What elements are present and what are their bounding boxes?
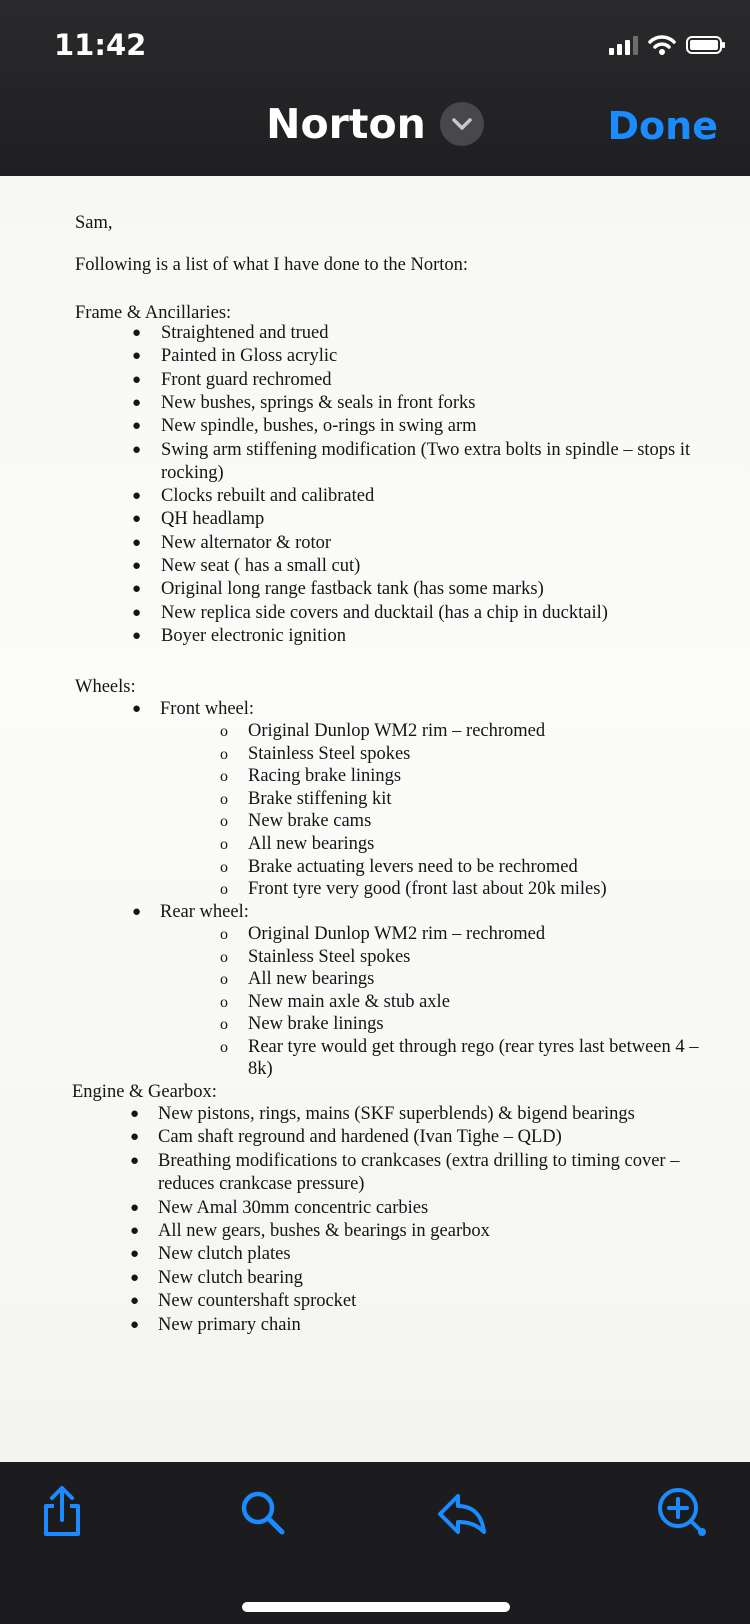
status-time: 11:42 [54, 28, 147, 62]
bullet-icon: ● [132, 558, 142, 574]
bullet-icon: ● [132, 371, 142, 388]
list-item: Original Dunlop WM2 rim – rechromed [248, 721, 546, 741]
search-icon[interactable] [234, 1484, 290, 1540]
list-item: Swing arm stiffening modification (Two extra bolts in spindle – stops it [161, 439, 691, 460]
bullet-icon: ● [132, 904, 142, 920]
front-wheel-label: Front wheel: [160, 699, 255, 719]
sub-bullet-icon: o [220, 1038, 228, 1056]
list-item: Straightened and trued [161, 323, 329, 343]
list-item: All new gears, bushes & bearings in gearbox [158, 1221, 490, 1241]
intro-line: Following is a list of what I have done to the Norton: [75, 255, 469, 275]
list-item: New brake linings [248, 1014, 384, 1034]
list-item: New alternator & rotor [161, 532, 332, 553]
list-item: New bushes, springs & seals in front forks [161, 392, 476, 413]
list-item: Painted in Gloss acrylic [161, 346, 338, 367]
bullet-icon: ● [130, 1316, 140, 1333]
battery-icon [686, 36, 722, 54]
done-button[interactable]: Done [607, 104, 718, 148]
list-item: Rear tyre would get through rego (rear tyres last between 4 – [248, 1036, 699, 1057]
sub-bullet-icon: o [220, 926, 228, 943]
section-heading-engine: Engine & Gearbox: [72, 1082, 217, 1102]
list-item: All new bearings [248, 834, 375, 854]
document-title: Norton [266, 100, 426, 148]
sub-bullet-icon: o [220, 768, 228, 786]
list-item: New seat ( has a small cut) [161, 556, 361, 576]
rear-wheel-label: Rear wheel: [160, 902, 249, 922]
chevron-down-icon[interactable] [440, 102, 484, 146]
list-item: Clocks rebuilt and calibrated [161, 486, 375, 507]
list-item: Boyer electronic ignition [161, 625, 346, 646]
list-item: New primary chain [158, 1314, 301, 1335]
list-item: New brake cams [248, 811, 372, 832]
bullet-icon: ● [132, 627, 142, 644]
bullet-icon: ● [132, 394, 142, 411]
list-item: Original long range fastback tank (has some marks) [161, 579, 544, 600]
bullet-icon: ● [132, 701, 142, 717]
list-item: New clutch bearing [158, 1267, 303, 1288]
list-item: Cam shaft reground and hardened (Ivan Tighe – QLD) [158, 1127, 562, 1148]
bullet-icon: ● [130, 1293, 140, 1310]
bullet-icon: ● [132, 488, 142, 505]
wifi-icon [648, 34, 676, 56]
list-item: New main axle & stub axle [248, 991, 450, 1012]
list-item: Original Dunlop WM2 rim – rechromed [248, 924, 546, 944]
bullet-icon: ● [132, 604, 142, 621]
list-item: Brake actuating levers need to be rechromed [248, 856, 578, 877]
bullet-icon: ● [130, 1199, 140, 1216]
list-item: Racing brake linings [248, 766, 402, 787]
bullet-icon: ● [130, 1129, 140, 1146]
sub-bullet-icon: o [220, 813, 228, 831]
greeting: Sam, [75, 213, 113, 233]
document-page [0, 176, 750, 1462]
list-item: New clutch plates [158, 1244, 291, 1265]
bullet-icon: ● [132, 511, 142, 528]
list-item: New pistons, rings, mains (SKF superblends) & bigend bearings [158, 1104, 635, 1124]
sub-bullet-icon: o [220, 858, 228, 876]
top-navigation-bar [0, 0, 750, 176]
list-item: 8k) [248, 1059, 273, 1079]
list-item: New replica side covers and ducktail (has a chip in ducktail) [161, 602, 608, 623]
list-item: Front guard rechromed [161, 369, 332, 390]
list-item: New countershaft sprocket [158, 1291, 357, 1312]
bullet-icon: ● [132, 348, 142, 365]
status-icons [609, 32, 722, 58]
section-heading-wheels: Wheels: [75, 677, 136, 697]
document-title-menu[interactable] [266, 100, 484, 148]
sub-bullet-icon: o [220, 790, 228, 808]
sub-bullet-icon: o [220, 881, 228, 899]
sub-bullet-icon: o [220, 836, 228, 853]
list-item: QH headlamp [161, 509, 265, 530]
bullet-icon: ● [132, 441, 142, 458]
sub-bullet-icon: o [220, 948, 228, 966]
list-item: reduces crankcase pressure) [158, 1174, 365, 1195]
list-item: Front tyre very good (front last about 20k miles) [248, 879, 607, 900]
list-item: New Amal 30mm concentric carbies [158, 1197, 429, 1218]
sub-bullet-icon: o [220, 1016, 228, 1033]
markup-icon[interactable] [434, 1484, 490, 1540]
sub-bullet-icon: o [220, 971, 228, 988]
bullet-icon: ● [130, 1269, 140, 1286]
bullet-icon: ● [132, 534, 142, 551]
bullet-icon: ● [132, 581, 142, 598]
list-item: Stainless Steel spokes [248, 946, 411, 967]
cellular-signal-icon [609, 35, 638, 55]
list-item: Brake stiffening kit [248, 788, 392, 809]
list-item: rocking) [161, 462, 224, 483]
home-indicator [242, 1602, 510, 1612]
list-item: New spindle, bushes, o-rings in swing arm [161, 416, 477, 437]
share-icon[interactable] [34, 1484, 90, 1540]
bullet-icon: ● [130, 1246, 140, 1263]
sub-bullet-icon: o [220, 993, 228, 1011]
bullet-icon: ● [132, 325, 142, 341]
sub-bullet-icon: o [220, 723, 228, 740]
sub-bullet-icon: o [220, 745, 228, 763]
zoom-add-icon[interactable] [654, 1484, 710, 1540]
bullet-icon: ● [130, 1152, 140, 1169]
list-item: Breathing modifications to crankcases (extra drilling to timing cover – [158, 1150, 680, 1171]
bottom-toolbar [0, 1462, 750, 1624]
list-item: Stainless Steel spokes [248, 743, 411, 764]
list-item: All new bearings [248, 969, 375, 989]
bullet-icon: ● [132, 418, 142, 435]
bullet-icon: ● [130, 1106, 140, 1122]
bullet-icon: ● [130, 1223, 140, 1239]
section-heading-frame: Frame & Ancillaries: [75, 303, 232, 323]
